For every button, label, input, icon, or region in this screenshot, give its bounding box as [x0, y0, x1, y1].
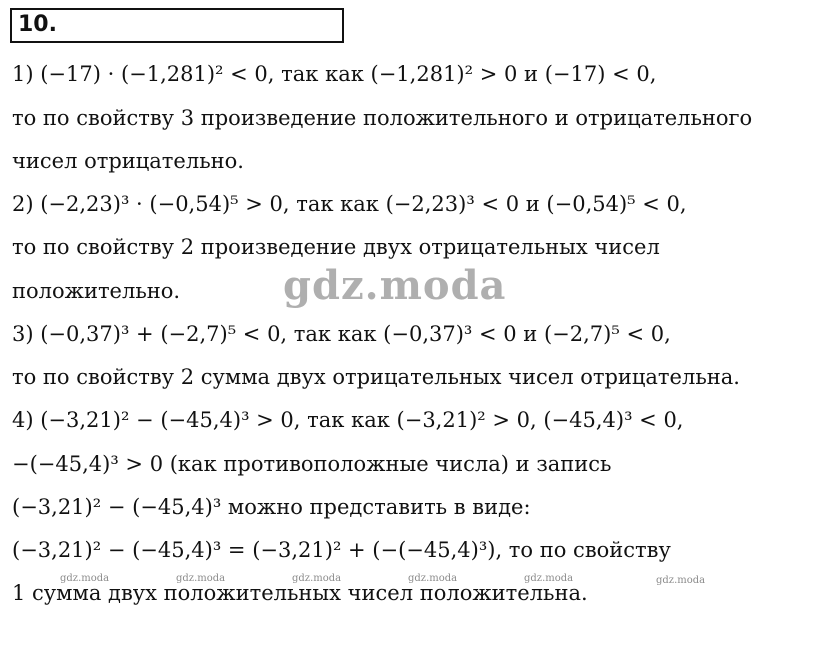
solution-line-13: 1 сумма двух положительных чисел положительна.: [12, 581, 588, 605]
solution-line-11: (−3,21)² − (−45,4)³ можно представить в виде:: [12, 495, 531, 519]
solution-line-1: 1) (−17) · (−1,281)² < 0, так как (−1,281)² > 0 и (−17) < 0,: [12, 62, 657, 86]
solution-line-9: 4) (−3,21)² − (−45,4)³ > 0, так как (−3,21)² > 0, (−45,4)³ < 0,: [12, 408, 684, 432]
watermark-small: gdz.moda: [292, 573, 342, 584]
solution-line-7: 3) (−0,37)³ + (−2,7)⁵ < 0, так как (−0,37)³ < 0 и (−2,7)⁵ < 0,: [12, 322, 671, 346]
solution-line-10: −(−45,4)³ > 0 (как противоположные числа) и запись: [12, 452, 612, 476]
task-number-box: [10, 8, 344, 43]
watermark-small: gdz.moda: [656, 575, 706, 586]
watermark-small: gdz.moda: [60, 573, 110, 584]
solution-line-2: то по свойству 3 произведение положительного и отрицательного: [12, 106, 753, 130]
solution-line-8: то по свойству 2 сумма двух отрицательных чисел отрицательна.: [12, 365, 740, 389]
solution-line-4: 2) (−2,23)³ · (−0,54)⁵ > 0, так как (−2,23)³ < 0 и (−0,54)⁵ < 0,: [12, 192, 687, 216]
watermark-large: gdz.moda: [283, 262, 507, 309]
solution-line-5: то по свойству 2 произведение двух отрицательных чисел: [12, 235, 660, 259]
solution-line-6: положительно.: [12, 279, 181, 303]
watermark-small: gdz.moda: [176, 573, 226, 584]
solution-line-12: (−3,21)² − (−45,4)³ = (−3,21)² + (−(−45,4)³), то по свойству: [12, 538, 671, 562]
solution-line-3: чисел отрицательно.: [12, 149, 244, 173]
task-number: 10.: [18, 12, 57, 37]
watermark-small: gdz.moda: [408, 573, 458, 584]
watermark-small: gdz.moda: [524, 573, 574, 584]
